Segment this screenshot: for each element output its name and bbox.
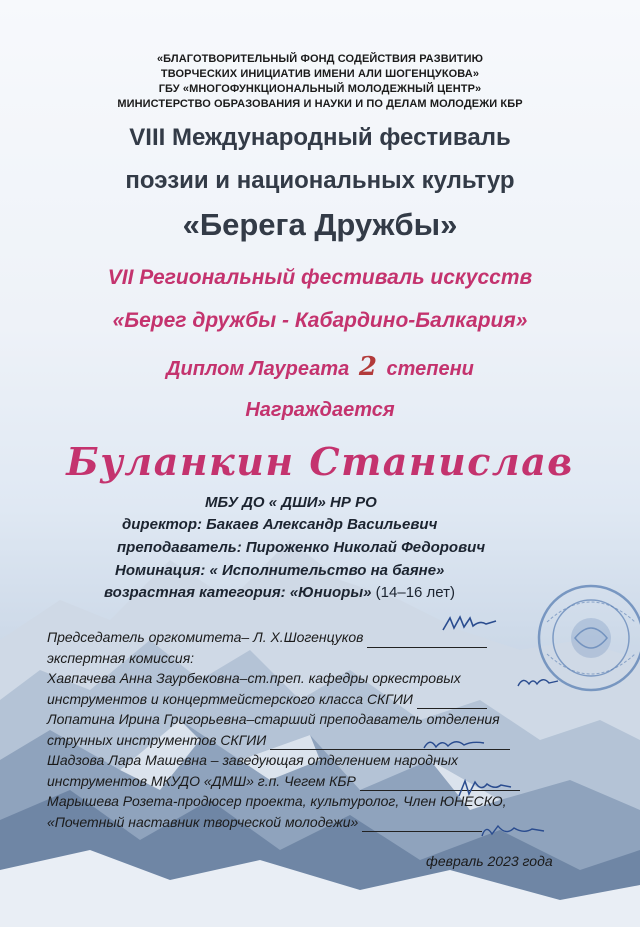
member-3-line2: инструментов МКУДО «ДМШ» г.п. Чегем КБР <box>47 772 356 789</box>
date-text: февраль 2023 года <box>426 853 553 869</box>
awarded-label: Награждается <box>245 399 395 421</box>
award-title <box>0 352 640 382</box>
festival-title-line1: VIII Международный фестиваль <box>129 124 511 151</box>
school-name: МБУ ДО « ДШИ» НР РО <box>205 494 377 511</box>
award-degree: 2 <box>358 352 377 382</box>
organizer-line: ТВОРЧЕСКИХ ИНИЦИАТИВ ИМЕНИ АЛИ ШОГЕНЦУКОВА» <box>160 68 480 80</box>
member-3-line1: Шадзова Лара Машевна – заведующая отделением народных <box>47 752 458 768</box>
director-line: директор: Бакаев Александр Васильевич <box>122 516 438 533</box>
age-category: возрастная категория: «Юниоры» <box>104 584 372 601</box>
festival-name: «Берега Дружбы» <box>182 207 458 242</box>
recipient-name: Буланкин Станислав <box>66 439 574 484</box>
signature-member-3 <box>455 776 515 802</box>
award-prefix: Диплом Лауреата <box>166 358 350 380</box>
expert-commission-label: экспертная комиссия: <box>47 649 195 666</box>
teacher-line: преподаватель: Пироженко Николай Федорович <box>117 539 486 556</box>
committee-chair-line <box>47 627 607 648</box>
signature-line <box>367 647 487 648</box>
age-category-line <box>104 584 455 601</box>
member-4-line1: Марышева Розета-продюсер проекта, культуролог, Член ЮНЕСКО, <box>47 793 507 809</box>
organizer-line: «БЛАГОТВОРИТЕЛЬНЫЙ ФОНД СОДЕЙСТВИЯ РАЗВИТИЮ <box>156 53 484 65</box>
member-2-line1: Лопатина Ирина Григорьевна–старший преподаватель отделения <box>47 711 500 727</box>
committee-chair: Председатель оргкомитета– Л. Х.Шогенцуков <box>47 629 364 645</box>
organizers-block <box>0 52 640 112</box>
nomination-line: Номинация: « Исполнительство на баяне» <box>115 562 445 579</box>
member-4-line2: «Почетный наставник творческой молодежи» <box>47 813 359 830</box>
member-3-line2-row <box>47 771 607 792</box>
regional-festival-line2: «Берег дружбы - Кабардино-Балкария» <box>112 309 528 332</box>
regional-festival-line1: VII Региональный фестиваль искусств <box>107 266 533 289</box>
member-2-line2-row <box>47 730 607 751</box>
signature-line <box>362 831 482 832</box>
signature-member-2 <box>420 733 490 755</box>
festival-title-line2: поэзии и национальных культур <box>125 167 515 194</box>
signature-chair <box>440 612 500 636</box>
organizer-line: МИНИСТЕРСТВО ОБРАЗОВАНИЯ И НАУКИ И ПО ДЕЛАМ МОЛОДЕЖИ КБР <box>117 98 523 110</box>
signature-member-1 <box>515 672 561 692</box>
award-suffix: степени <box>386 358 474 380</box>
member-2-line2: струнных инструментов СКГИИ <box>47 731 267 748</box>
committee-block <box>47 627 607 832</box>
signature-member-4 <box>478 820 548 844</box>
member-1-line2: инструментов и концертмейстерского класса СКГИИ <box>47 690 413 707</box>
age-range: (14–16 лет) <box>375 584 456 601</box>
member-1-line1: Хавпачева Анна Заурбековна–ст.преп. кафедры оркестровых <box>47 670 461 686</box>
organizer-line: ГБУ «МНОГОФУНКЦИОНАЛЬНЫЙ МОЛОДЕЖНЫЙ ЦЕНТР» <box>158 83 482 95</box>
